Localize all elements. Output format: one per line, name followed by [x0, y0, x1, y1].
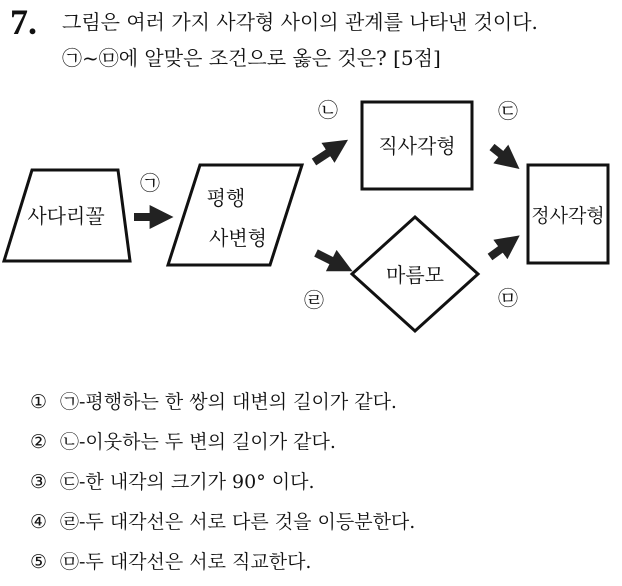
question-stem: 그림은 여러 가지 사각형 사이의 관계를 나타낸 것이다.: [62, 10, 538, 34]
trapezoid-label: 사다리꼴: [27, 204, 105, 228]
choice-2[interactable]: [30, 422, 415, 462]
choice-3-text: ㉢-한 내각의 크기가 90° 이다.: [60, 471, 315, 493]
square-label: 정사각형: [531, 205, 605, 227]
choice-4-text: ㉣-두 대각선은 서로 다른 것을 이등분한다.: [60, 511, 416, 533]
choice-2-text: ㉡-이웃하는 두 변의 길이가 같다.: [60, 431, 336, 453]
choice-4[interactable]: [30, 502, 415, 542]
rhombus-label: 마름모: [386, 263, 444, 287]
label-a: ㉠: [140, 171, 160, 195]
arrow-to-rhombus: [316, 253, 344, 267]
choice-3-number: ③: [30, 471, 48, 493]
choice-5-text: ㉤-두 대각선은 서로 직교한다.: [60, 551, 312, 573]
parallelogram-label-line1: 평행: [206, 186, 246, 210]
rectangle-label: 직사각형: [378, 134, 456, 158]
arrow-rectangle-to-square: [492, 147, 512, 163]
label-b: ㉡: [318, 98, 338, 122]
choice-1[interactable]: [30, 382, 415, 422]
answer-choices: [30, 382, 415, 582]
parallelogram-shape: [168, 165, 302, 265]
question-instruction: ㉠~㉤에 알맞은 조건으로 옳은 것은? [5점]: [62, 46, 441, 70]
choice-1-number: ①: [30, 391, 48, 413]
choice-5[interactable]: [30, 542, 415, 582]
choice-5-number: ⑤: [30, 551, 48, 573]
label-d: ㉣: [304, 288, 324, 312]
choice-3[interactable]: [30, 462, 415, 502]
choice-2-number: ②: [30, 431, 48, 453]
choice-4-number: ④: [30, 511, 48, 533]
arrow-rhombus-to-square: [490, 241, 512, 257]
question-number: 7.: [10, 2, 37, 42]
label-e: ㉤: [498, 286, 518, 310]
choice-1-text: ㉠-평행하는 한 쌍의 대변의 길이가 같다.: [60, 391, 397, 413]
arrow-to-rectangle: [314, 145, 340, 162]
quadrilateral-relationship-diagram: [0, 85, 622, 355]
label-c: ㉢: [498, 99, 518, 123]
parallelogram-label-line2: 사변형: [209, 226, 267, 250]
